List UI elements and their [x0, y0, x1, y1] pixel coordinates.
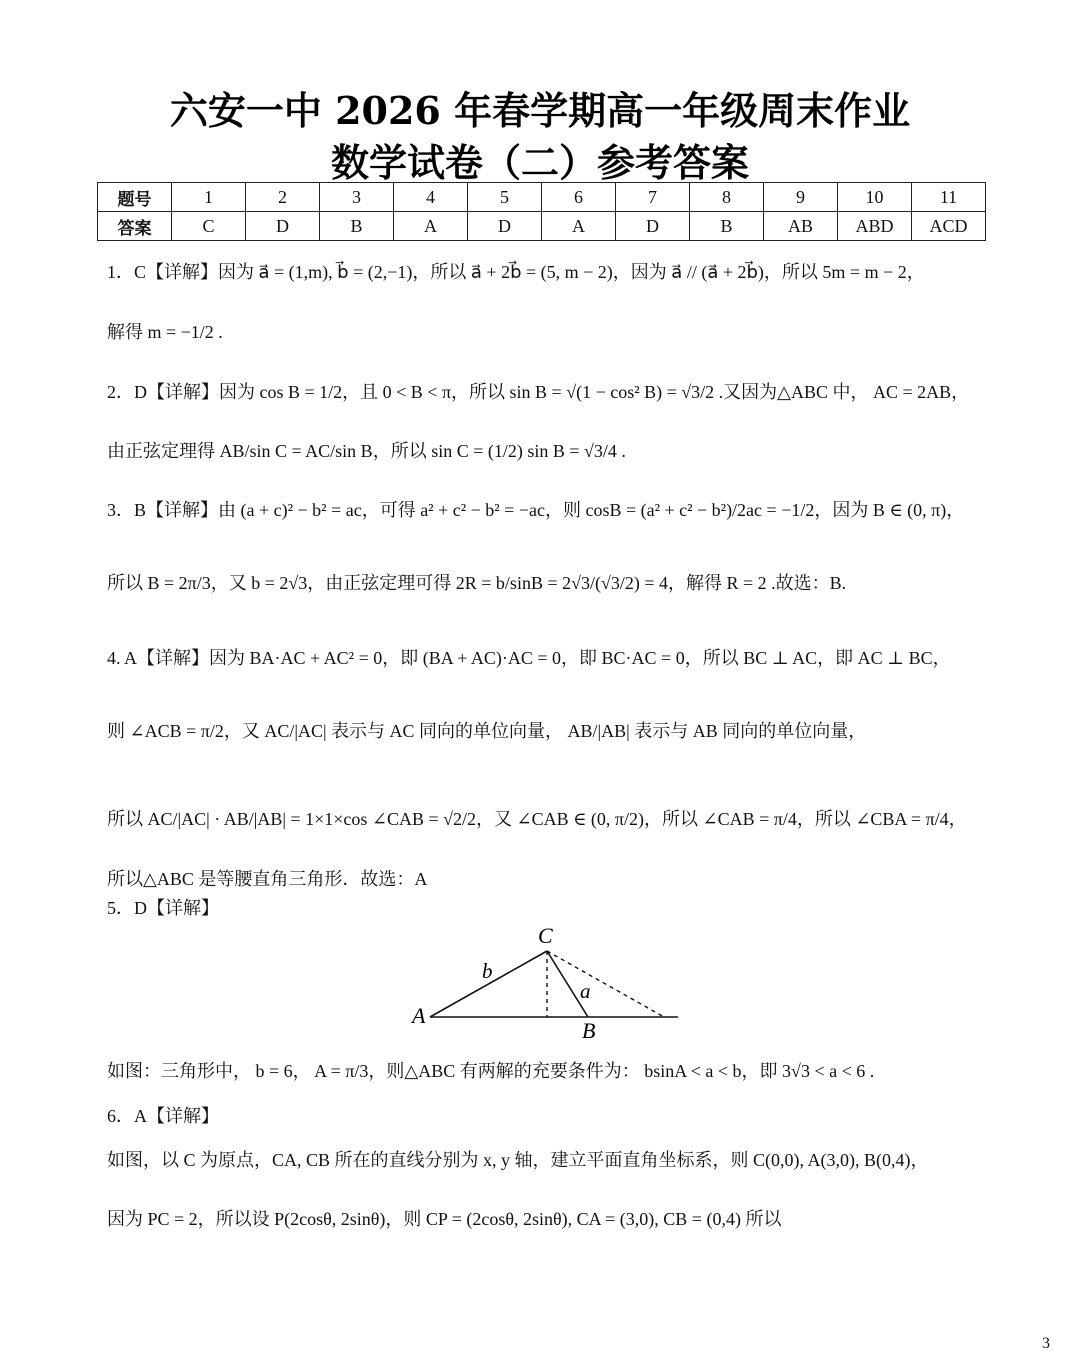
question-number: 7 [616, 183, 690, 212]
title-line-1: 六安一中 2026 年春学期高一年级周末作业 [169, 88, 911, 133]
q4-line-3: 所以 AC/|AC| · AB/|AB| = 1×1×cos ∠CAB = √2/2，又 ∠CAB ∈ (0, π/2)，所以 ∠CAB = π/4，所以 ∠CBA = π/4， [107, 809, 967, 829]
answer-cell: B [320, 212, 394, 241]
answer-table-row-answers [98, 212, 986, 241]
q3-line-1: 3．B【详解】由 (a + c)² − b² = ac，可得 a² + c² − b² = −ac，则 cosB = (a² + c² − b²)/2ac = −1/2，因为 B ∈ (0, π)， [107, 500, 965, 520]
q4-line-2: 则 ∠ACB = π/2，又 AC/|AC| 表示与 AC 同向的单位向量， AB/|AB| 表示与 AB 同向的单位向量， [107, 721, 867, 741]
label-a: a [580, 979, 591, 1003]
q6-line-3: 因为 PC = 2，所以设 P(2cosθ, 2sinθ)，则 CP = (2cosθ, 2sinθ), CA = (3,0), CB = (0,4) 所以 [107, 1209, 782, 1229]
answer-cell: B [690, 212, 764, 241]
answer-cell: ACD [912, 212, 986, 241]
answer-cell: A [394, 212, 468, 241]
answer-cell: D [468, 212, 542, 241]
question-number: 3 [320, 183, 394, 212]
label-B: B [582, 1018, 596, 1043]
row-header-number: 题号 [98, 183, 172, 212]
triangle-figure [400, 920, 690, 1045]
q4-line-4: 所以△ABC 是等腰直角三角形．故选：A [107, 869, 428, 889]
answer-table-row-numbers [98, 183, 986, 212]
q2-line-1: 2．D【详解】因为 cos B = 1/2，且 0 < B < π，所以 sin B = √(1 − cos² B) = √3/2 .又因为△ABC 中， AC = 2AB， [107, 382, 970, 402]
page-number: 3 [1042, 1335, 1050, 1352]
answer-cell: C [172, 212, 246, 241]
q1-line-1: 1．C【详解】因为 a⃗ = (1,m), b⃗ = (2,−1)，所以 a⃗ + 2b⃗ = (5, m − 2)，因为 a⃗ // (a⃗ + 2b⃗)，所以 5m = m − 2， [107, 262, 925, 282]
question-number: 10 [838, 183, 912, 212]
answer-cell: D [246, 212, 320, 241]
question-number: 5 [468, 183, 542, 212]
answer-cell: A [542, 212, 616, 241]
question-number: 9 [764, 183, 838, 212]
question-number: 6 [542, 183, 616, 212]
title-line-2: 数学试卷（二）参考答案 [330, 140, 749, 185]
question-number: 11 [912, 183, 986, 212]
q1-line-2: 解得 m = −1/2 . [107, 322, 223, 342]
q4-line-1: 4. A【详解】因为 BA·AC + AC² = 0，即 (BA + AC)·AC = 0，即 BC·AC = 0，所以 BC ⊥ AC，即 AC ⊥ BC， [107, 648, 951, 668]
answer-cell: D [616, 212, 690, 241]
q2-line-2: 由正弦定理得 AB/sin C = AC/sin B，所以 sin C = (1/2) sin B = √3/4 . [107, 441, 626, 461]
question-number: 8 [690, 183, 764, 212]
alt-side-dashed [547, 951, 664, 1017]
q3-line-2: 所以 B = 2π/3，又 b = 2√3，由正弦定理可得 2R = b/sinB = 2√3/(√3/2) = 4，解得 R = 2 .故选：B. [107, 573, 847, 593]
answer-table [97, 182, 986, 241]
q5-line-2: 如图：三角形中， b = 6， A = π/3，则△ABC 有两解的充要条件为： bsinA < a < b，即 3√3 < a < 6 . [107, 1061, 875, 1081]
question-number: 2 [246, 183, 320, 212]
question-number: 4 [394, 183, 468, 212]
q6-line-2: 如图，以 C 为原点，CA, CB 所在的直线分别为 x, y 轴，建立平面直角坐标系，则 C(0,0), A(3,0), B(0,4)， [107, 1150, 929, 1170]
answer-cell: AB [764, 212, 838, 241]
question-number: 1 [172, 183, 246, 212]
answer-cell: ABD [838, 212, 912, 241]
label-C: C [538, 923, 553, 948]
q5-line-1: 5．D【详解】 [107, 898, 219, 918]
label-A: A [412, 1003, 426, 1028]
q6-line-1: 6．A【详解】 [107, 1106, 219, 1126]
label-b: b [482, 959, 493, 983]
row-header-answer: 答案 [98, 212, 172, 241]
